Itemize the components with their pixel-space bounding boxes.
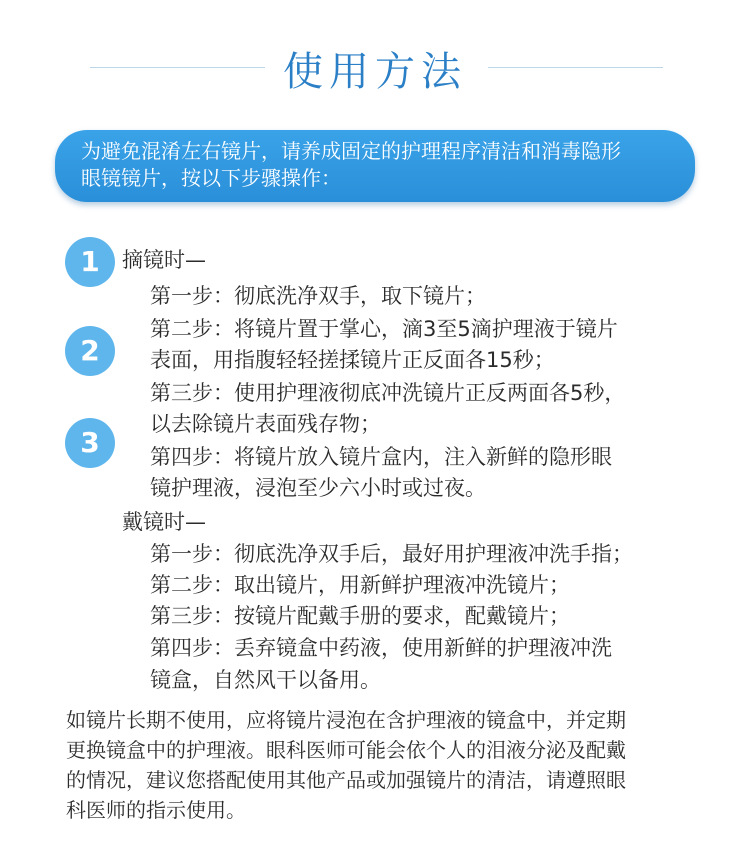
note-line: 的情况，建议您搭配使用其他产品或加强镜片的清洁，请遵照眼 — [66, 768, 626, 792]
remove-step-line: 第三步：使用护理液彻底冲洗镜片正反两面各5秒， — [150, 381, 626, 405]
wear-step-line: 第二步：取出镜片，用新鲜护理液冲洗镜片； — [150, 573, 570, 597]
storage-note — [66, 705, 696, 825]
intro-banner — [55, 130, 695, 202]
header — [0, 38, 750, 98]
remove-step-line: 表面，用指腹轻轻搓揉镜片正反面各15秒； — [150, 348, 555, 372]
remove-heading: 摘镜时— — [122, 248, 206, 272]
note-line: 科医师的指示使用。 — [66, 798, 246, 822]
banner-line-1: 为避免混淆左右镜片，请养成固定的护理程序清洁和消毒隐形 — [81, 139, 621, 163]
header-divider-right — [488, 67, 663, 68]
remove-step-line: 第一步：彻底洗净双手，取下镜片； — [150, 284, 486, 308]
wear-step-line: 镜盒，自然风干以备用。 — [150, 668, 381, 692]
banner-line-2: 眼镜镜片，按以下步骤操作： — [81, 166, 341, 190]
wear-step-line: 第三步：按镜片配戴手册的要求，配戴镜片； — [150, 604, 570, 628]
wear-heading: 戴镜时— — [122, 510, 206, 534]
remove-step-line: 以去除镜片表面残存物； — [150, 412, 381, 436]
remove-step-line: 镜护理液，浸泡至少六小时或过夜。 — [150, 476, 486, 500]
step-badge-3: 3 — [65, 418, 115, 468]
wear-step-line: 第一步：彻底洗净双手后，最好用护理液冲洗手指； — [150, 542, 633, 566]
remove-step-line: 第二步：将镜片置于掌心，滴3至5滴护理液于镜片 — [150, 317, 618, 341]
note-line: 更换镜盒中的护理液。眼科医师可能会依个人的泪液分泌及配戴 — [66, 738, 626, 762]
remove-step-line: 第四步：将镜片放入镜片盒内，注入新鲜的隐形眼 — [150, 445, 612, 469]
step-badge-2: 2 — [65, 326, 115, 376]
note-line: 如镜片长期不使用，应将镜片浸泡在含护理液的镜盒中，并定期 — [66, 708, 626, 732]
step-badge-1: 1 — [65, 237, 115, 287]
page-title: 使用方法 — [283, 49, 467, 95]
wear-step-line: 第四步：丢弃镜盒中药液，使用新鲜的护理液冲洗 — [150, 636, 612, 660]
